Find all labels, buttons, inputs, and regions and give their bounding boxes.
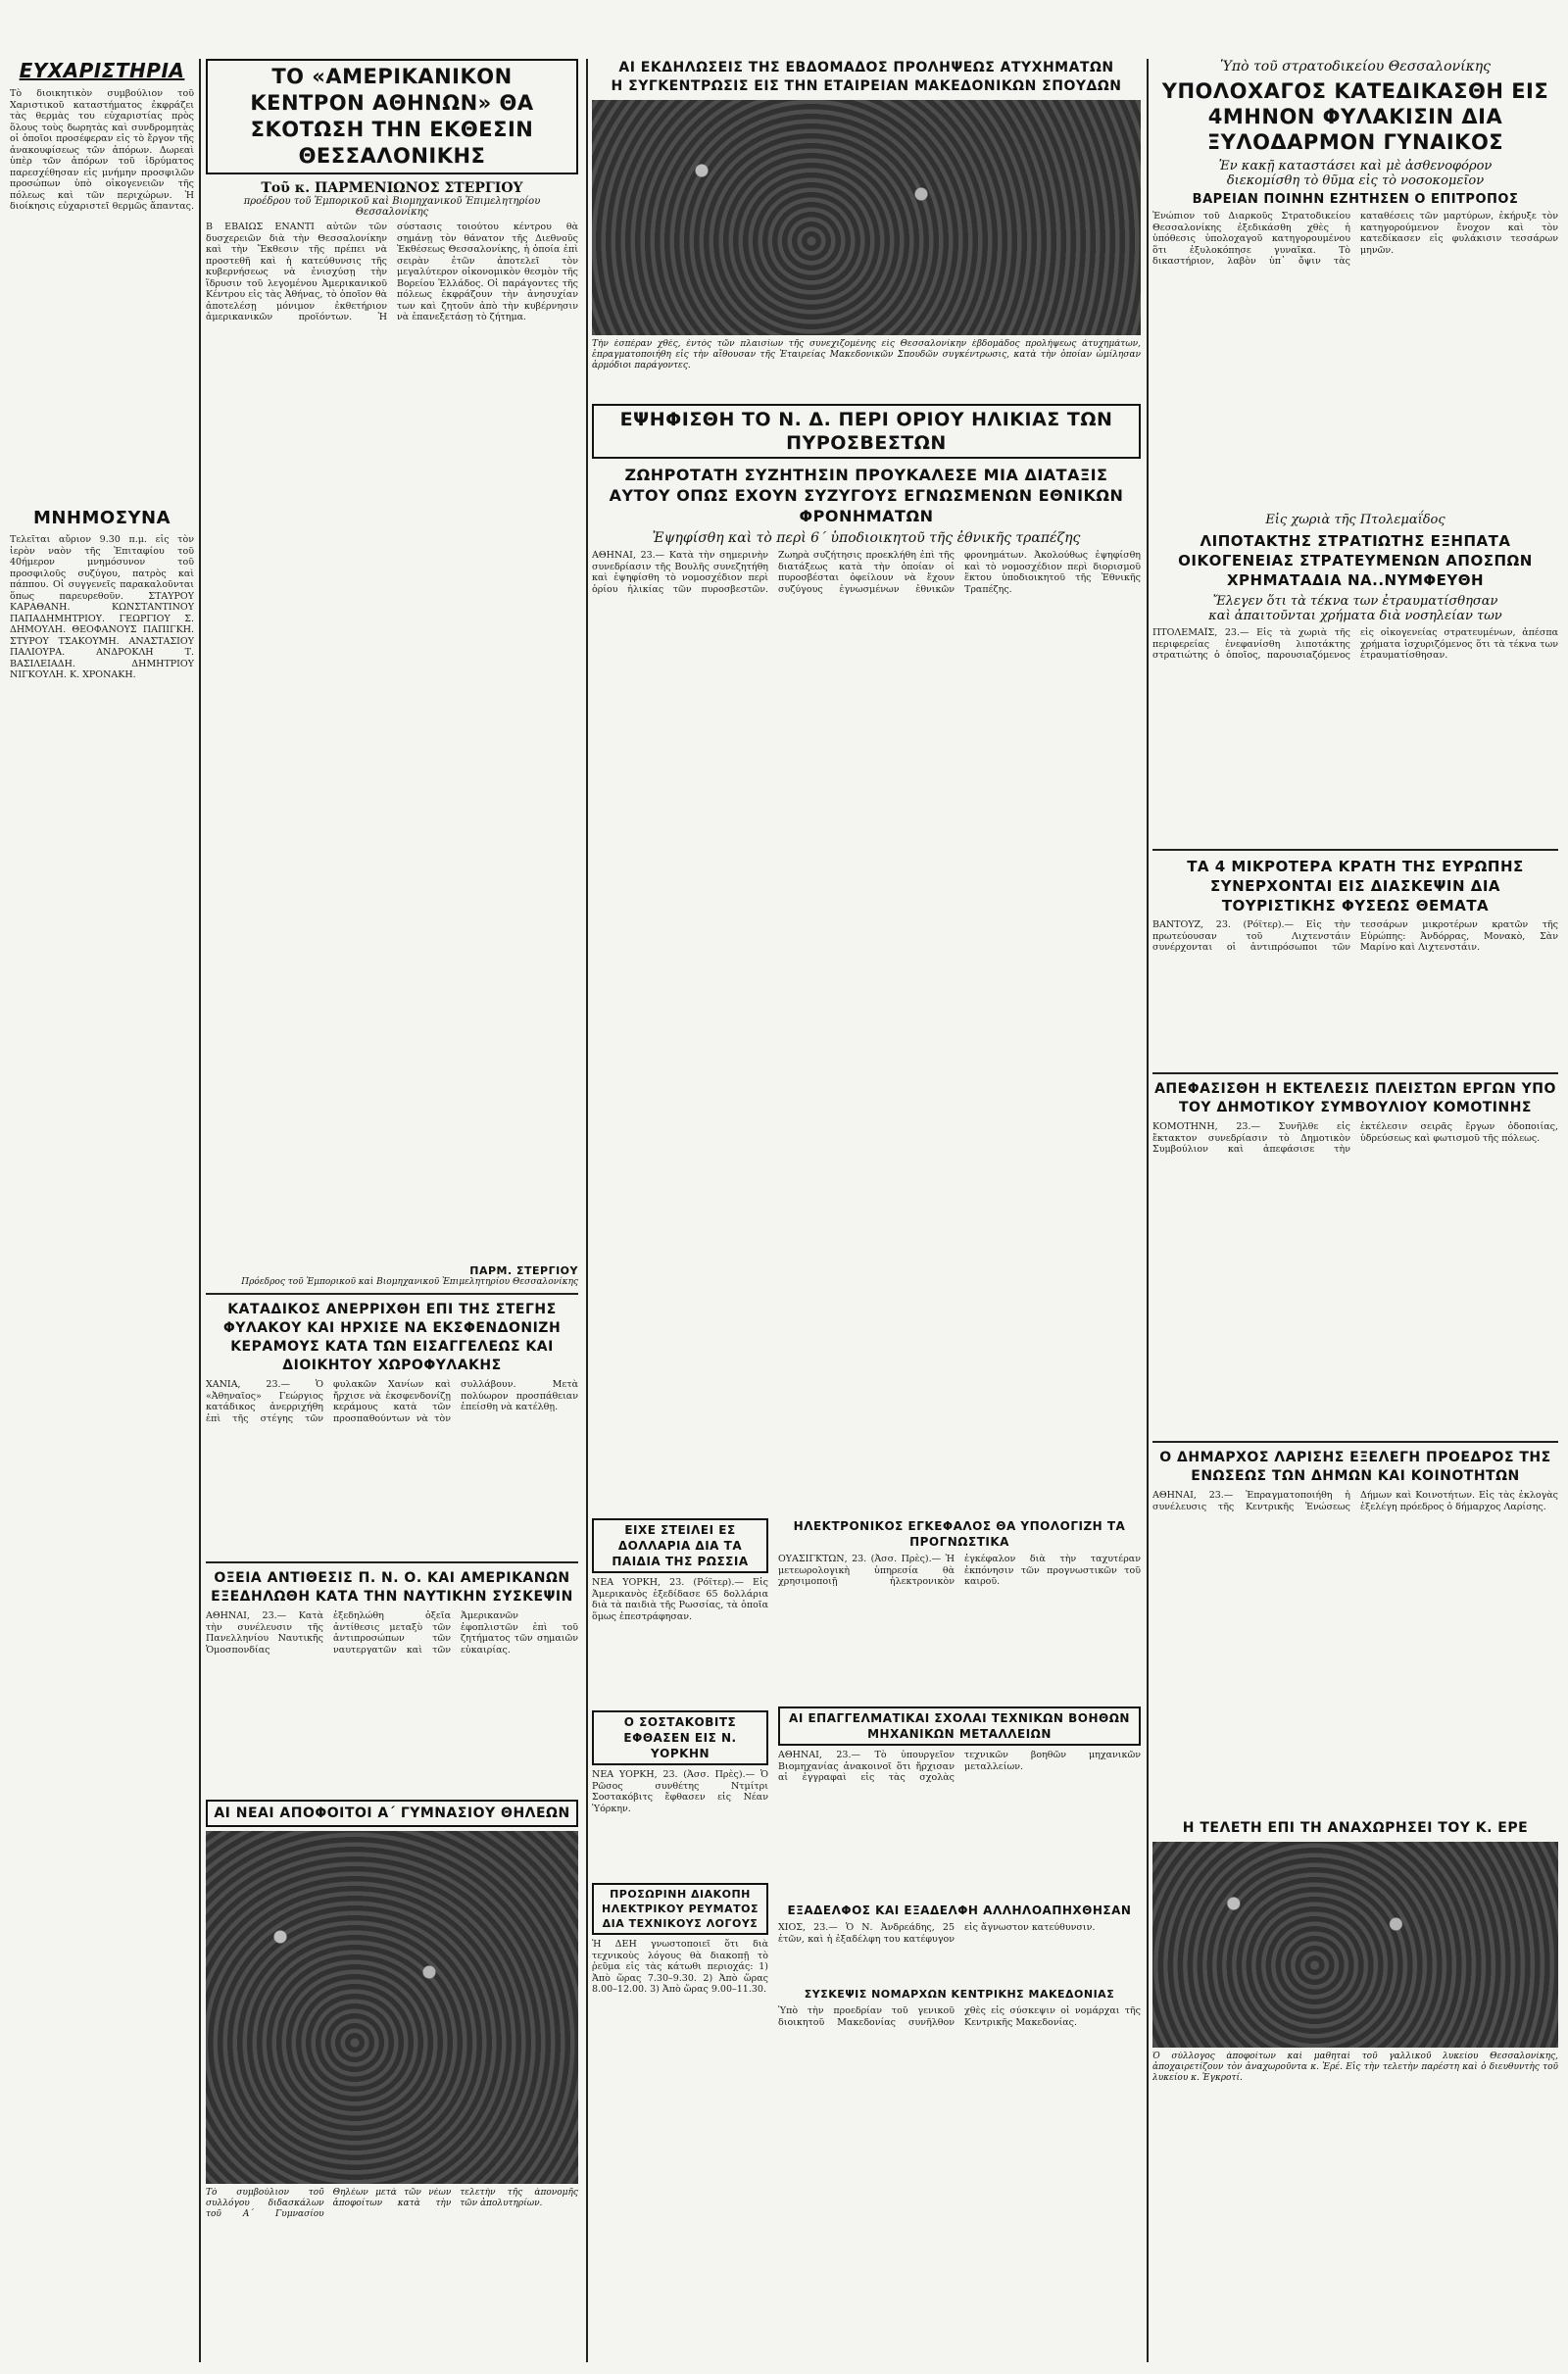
court-sub-2: διεκομίσθη τὸ θῦμα εἰς τὸ νοσοκομεῖον [1226, 173, 1485, 188]
column-notices [10, 59, 194, 2318]
shostakovich-title: Ο ΣΟΣΤΑΚΟΒΙΤΣ ΕΦΘΑΣΕΝ ΕΙΣ Ν. ΥΟΡΚΗΝ [592, 1710, 768, 1765]
column-firemen [592, 59, 1141, 2125]
cousins-title: ΕΞΑΔΕΛΦΟΣ ΚΑΙ ΕΞΑΔΕΛΦΗ ΑΛΛΗΛΟΑΠΗΧΘΗΣΑΝ [787, 1904, 1132, 1917]
court-headline: ΥΠΟΛΟΧΑΓΟΣ ΚΑΤΕΔΙΚΑΣΘΗ ΕΙΣ 4ΜΗΝΟΝ ΦΥΛΑΚΙΣΙΝ ΔΙΑ ΞΥΛΟΔΑΡΜΟΝ ΓΥΝΑΙΚΟΣ [1161, 79, 1549, 154]
byline-title: προέδρου τοῦ Ἐμπορικοῦ καὶ Βιομηχανικοῦ Ἐπιμελητηρίου Θεσσαλονίκης [243, 196, 541, 218]
memorial-body: Τελεῖται αὔριον 9.30 π.μ. εἰς τὸν ἱερὸν ναὸν τῆς Ἐπιταφίου τοῦ 40ήμερον μνημόσυνον τοῦ προσφιλοῦς συζύγου, πατρὸς καὶ πάππου. Οἱ συγγενεῖς παρακαλοῦνται ὅπως παρευρεθοῦν. ΣΤΑΥΡΟΥ ΚΑΡΑΘΑΝΗ. ΚΩΝΣΤΑΝΤΙΝΟΥ ΠΑΠΑΔΗΜΗΤΡΙΟΥ. ΓΕΩΡΓΙΟΥ Σ. ΔΗΜΟΥΛΗ. ΘΕΟΦΑΝΟΥΣ ΠΑΠΙΓΚΗ. ΣΤΥΡΟΥ ΤΣΑΚΟΥΜΗ. ΑΝΑΣΤΑΣΙΟΥ ΠΑΛΙΟΥΡΑ. ΑΝΔΡΟΚΛΗ Τ. ΒΑΣΙΛΕΙΑΔΗ. ΔΗΜΗΤΡΙΟΥ ΝΙΓΚΟΥΛΗ. Κ. ΧΡΟΝΑΚΗ. [10, 534, 194, 680]
thanks-body: Τὸ διοικητικὸν συμβούλιον τοῦ Χαριστικοῦ καταστήματος ἐκφράζει τὰς θερμὰς του εὐχαριστίας πρὸς ὅλους τοὺς δωρητὰς καὶ συνδρομητὰς οἱ ὁποῖοι προσέφεραν εἰς τὸ ἔργον τῆς ἀνακουφίσεως τῶν ἀπόρων. Δωρεαὶ ὑπὲρ τῶν ἀπόρων τοῦ ἱδρύματος παρεσχέθησαν εἰς μνήμην προσφιλῶν προσώπων ὑπὸ οἰκογενειῶν τῆς πόλεως καὶ τῶν περιχώρων. Ἡ διοίκησις εὐχαριστεῖ θερμῶς ἅπαντας. [10, 88, 194, 212]
american-center-body: Β ΕΒΑΙΩΣ ΕΝΑΝΤΙ αὐτῶν τῶν δυσχερειῶν διὰ τὴν Θεσσαλονίκην καὶ τὴν Ἔκθεσιν τῆς πρέπει νὰ προστεθῆ καὶ ἡ κατεύθυνσις τῆς κυβερνήσεως νὰ ἐνισχύσῃ τὴν ἵδρυσιν τοῦ λεγομένου Ἀμερικανικοῦ Κέντρου εἰς τὰς Ἀθήνας, τὸ ὁποῖον θὰ ἀποτελέσῃ μόνιμον ἐκθετήριον ἀμερικανικῶν προϊόντων. Ἡ σύστασις τοιούτου κέντρου θὰ σημάνῃ τὸν θάνατον τῆς Διεθνοῦς Ἐκθέσεως Θεσσαλονίκης, ἡ ὁποία ἐπὶ σειρὰν ἐτῶν ἀποτελεῖ τὸν μεγαλύτερον οἰκονομικὸν θεσμὸν τῆς Βορείου Ἑλλάδος. Οἱ παράγοντες τῆς πόλεως ἐκφράζουν τὴν ἀνησυχίαν των καὶ ζητοῦν ἀπὸ τὴν κυβέρνησιν νὰ ἐπανεξετάσῃ τὸ ζήτημα. [206, 222, 578, 322]
small-states-body: ΒΑΝΤΟΥΖ, 23. (Ρόϊτερ).— Εἰς τὴν πρωτεύουσαν τοῦ Λιχτενστάιν συνέρχονται οἱ ἀντιπρόσωποι τῶν τεσσάρων μικροτέρων κρατῶν τῆς Εὐρώπης: Ἀνδόρρας, Μονακὸ, Σὰν Μαρίνο καὶ Λιχτενστάιν. [1152, 919, 1558, 953]
schools-title: ΑΙ ΕΠΑΓΓΕΛΜΑΤΙΚΑΙ ΣΧΟΛΑΙ ΤΕΧΝΙΚΩΝ ΒΟΗΘΩΝ ΜΗΧΑΝΙΚΩΝ ΜΕΤΑΛΛΕΙΩΝ [778, 1706, 1141, 1746]
column-rule [586, 59, 588, 2362]
graduates-headline: ΑΙ ΝΕΑΙ ΑΠΟΦΟΙΤΟΙ Α΄ ΓΥΜΝΑΣΙΟΥ ΘΗΛΕΩΝ [206, 1800, 578, 1827]
schools-body: ΑΘΗΝΑΙ, 23.— Τὸ ὑπουργεῖον Βιομηχανίας ἀνακοινοῖ ὅτι ἤρχισαν αἱ ἐγγραφαὶ εἰς τὰς σχολὰς τεχνικῶν βοηθῶν μηχανικῶν μεταλλείων. [778, 1750, 1141, 1783]
signature-title: Πρόεδρος τοῦ Ἐμπορικοῦ καὶ Βιομηχανικοῦ Ἐπιμελητηρίου Θεσσαλονίκης [241, 1277, 578, 1287]
prisoner-headline: ΚΑΤΑΔΙΚΟΣ ΑΝΕΡΡΙΧΘΗ ΕΠΙ ΤΗΣ ΣΤΕΓΗΣ ΦΥΛΑΚΟΥ ΚΑΙ ΗΡΧΙΣΕ ΝΑ ΕΚΣΦΕΝΔΟΝΙΖΗ ΚΕΡΑΜΟΥΣ ΚΑΤΑ ΤΩΝ ΕΙΣΑΓΓΕΛΕΩΣ ΚΑΙ ΔΙΟΙΚΗΤΟΥ ΧΩΡΟΦΥΛΑΚΗΣ [222, 1302, 562, 1373]
prefects-title: ΣΥΣΚΕΨΙΣ ΝΟΜΑΡΧΩΝ ΚΕΝΤΡΙΚΗΣ ΜΑΚΕΔΟΝΙΑΣ [804, 1988, 1115, 2001]
dollars-box-title: ΕΙΧΕ ΣΤΕΙΛΕΙ ΕΣ ΔΟΛΛΑΡΙΑ ΔΙΑ ΤΑ ΠΑΙΔΙΑ ΤΗΣ ΡΩΣΣΙΑ [592, 1518, 768, 1573]
komotini-headline: ΑΠΕΦΑΣΙΣΘΗ Η ΕΚΤΕΛΕΣΙΣ ΠΛΕΙΣΤΩΝ ΕΡΓΩΝ ΥΠΟ ΤΟΥ ΔΗΜΟΤΙΚΟΥ ΣΥΜΒΟΥΛΙΟΥ ΚΟΜΟΤΙΝΗΣ [1154, 1081, 1556, 1115]
komotini-body: ΚΟΜΟΤΗΝΗ, 23.— Συνῆλθε εἰς ἔκτακτον συνεδρίασιν τὸ Δημοτικὸν Συμβούλιον καὶ ἀπεφάσισε τὴν ἐκτέλεσιν σειρᾶς ἔργων ὁδοποιίας, ὑδρεύσεως καὶ φωτισμοῦ τῆς πόλεως. [1152, 1121, 1558, 1155]
ceremony-photo [1152, 1842, 1558, 2048]
electronic-brain-body: ΟΥΑΣΙΓΚΤΩΝ, 23. (Ἀσσ. Πρὲς).— Ἡ μετεωρολογικὴ ὑπηρεσία θὰ χρησιμοποιῇ ἠλεκτρονικὸν ἐγκέφαλον διὰ τὴν ταχυτέραν ἐκπόνησιν τῶν προγνωστικῶν τοῦ καιροῦ. [778, 1554, 1141, 1587]
court-kicker: Ὑπὸ τοῦ στρατοδικείου Θεσσαλονίκης [1219, 59, 1492, 74]
shostakovich-body: ΝΕΑ ΥΟΡΚΗ, 23. (Ἀσσ. Πρὲς).— Ὁ Ρῶσος συνθέτης Ντμίτρι Σοστακόβιτς ἔφθασεν εἰς Νέαν Ὑόρκην. [592, 1769, 768, 1814]
power-cut-body: Ἡ ΔΕΗ γνωστοποιεῖ ὅτι διὰ τεχνικοὺς λόγους θὰ διακοπῇ τὸ ῥεῦμα εἰς τὰς κάτωθι περιοχάς: 1) Ἀπὸ ὥρας 7.30–9.30. 2) Ἀπὸ ὥρας 8.00–12.00. 3) Ἀπὸ ὥρας 9.00–11.30. [592, 1939, 768, 1995]
small-states-headline: ΤΑ 4 ΜΙΚΡΟΤΕΡΑ ΚΡΑΤΗ ΤΗΣ ΕΥΡΩΠΗΣ ΣΥΝΕΡΧΟΝΤΑΙ ΕΙΣ ΔΙΑΣΚΕΨΙΝ ΔΙΑ ΤΟΥΡΙΣΤΙΚΗΣ ΦΥΣΕΩΣ ΘΕΜΑΤΑ [1187, 858, 1524, 915]
accidents-week-headline: ΑΙ ΕΚΔΗΛΩΣΕΙΣ ΤΗΣ ΕΒΔΟΜΑΔΟΣ ΠΡΟΛΗΨΕΩΣ ΑΤΥΧΗΜΑΤΩΝ [618, 60, 1114, 75]
deserter-kicker: Εἰς χωριὰ τῆς Πτολεμαΐδος [1265, 513, 1446, 527]
larisa-mayor-headline: Ο ΔΗΜΑΡΧΟΣ ΛΑΡΙΣΗΣ ΕΞΕΛΕΓΗ ΠΡΟΕΔΡΟΣ ΤΗΣ ΕΝΩΣΕΩΣ ΤΩΝ ΔΗΜΩΝ ΚΑΙ ΚΟΙΝΟΤΗΤΩΝ [1159, 1450, 1551, 1484]
electronic-brain-title: ΗΛΕΚΤΡΟΝΙΚΟΣ ΕΓΚΕΦΑΛΟΣ ΘΑ ΥΠΟΛΟΓΙΖΗ ΤΑ ΠΡΟΓΝΩΣΤΙΚΑ [793, 1519, 1126, 1549]
american-center-headline: ΤΟ «ΑΜΕΡΙΚΑΝΙΚΟΝ ΚΕΝΤΡΟΝ ΑΘΗΝΩΝ» ΘΑ ΣΚΟΤΩΣΗ ΤΗΝ ΕΚΘΕΣΙΝ ΘΕΣΣΑΛΟΝΙΚΗΣ [206, 59, 578, 174]
section-rule [206, 1293, 578, 1295]
cousins-body: ΧΙΟΣ, 23.— Ὁ Ν. Ἀνδρεάδης, 25 ἐτῶν, καὶ ἡ ἐξαδέλφη του κατέφυγον εἰς ἄγνωστον κατεύθυνσιν. [778, 1922, 1096, 1945]
thanks-title: ΕΥΧΑΡΙΣΤΗΡΙΑ [19, 59, 185, 82]
column-court [1152, 59, 1558, 2101]
dollars-box-body: ΝΕΑ ΥΟΡΚΗ, 23. (Ρόϊτερ).— Εἷς Ἀμερικανὸς ἐξεδίδασε 65 δολλάρια διὰ τὰ παιδιὰ τῆς Ρωσσίας, τὰ ὁποῖα ὅμως ἐπεστράφησαν. [592, 1577, 768, 1622]
graduates-caption: Τὸ συμβούλιον τοῦ συλλόγου διδασκάλων τοῦ Α΄ Γυμνασίου Θηλέων μετὰ τῶν νέων ἀποφοίτων κατὰ τὴν τελετὴν τῆς ἀπονομῆς τῶν ἀπολυτηρίων. [206, 2188, 578, 2219]
firemen-headline: ΕΨΗΦΙΣΘΗ ΤΟ Ν. Δ. ΠΕΡΙ ΟΡΙΟΥ ΗΛΙΚΙΑΣ ΤΩΝ ΠΥΡΟΣΒΕΣΤΩΝ [592, 404, 1141, 459]
prisoner-body: ΧΑΝΙΑ, 23.— Ὁ «Ἀθηναῖος» Γεώργιος κατάδικος ἀνερριχήθη ἐπὶ τῆς στέγης τῶν φυλακῶν Χανίων καὶ ἤρχισε νὰ ἐκσφενδονίζῃ κεράμους κατὰ τῶν προσπαθούντων νὰ τὸν συλλάβουν. Μετὰ πολύωρον προσπάθειαν ἐπείσθη νὰ κατέλθῃ. [206, 1379, 578, 1424]
section-rule [206, 1561, 578, 1563]
court-sub-3: ΒΑΡΕΙΑΝ ΠΟΙΝΗΝ ΕΖΗΤΗΣΕΝ Ο ΕΠΙΤΡΟΠΟΣ [1192, 192, 1519, 207]
power-cut-title: ΠΡΟΣΩΡΙΝΗ ΔΙΑΚΟΠΗ ΗΛΕΚΤΡΙΚΟΥ ΡΕΥΜΑΤΟΣ ΔΙΑ ΤΕΧΝΙΚΟΥΣ ΛΟΓΟΥΣ [592, 1883, 768, 1935]
bank-subhead: Ἐψηφίσθη καὶ τὸ περὶ 6΄ ὑποδιοικητοῦ τῆς ἐθνικῆς τραπέζης [652, 530, 1081, 546]
macedonian-studies-headline: Η ΣΥΓΚΕΝΤΡΩΣΙΣ ΕΙΣ ΤΗΝ ΕΤΑΙΡΕΙΑΝ ΜΑΚΕΔΟΝΙΚΩΝ ΣΠΟΥΔΩΝ [611, 78, 1122, 94]
deserter-body: ΠΤΟΛΕΜΑΪΣ, 23.— Εἰς τὰ χωριὰ τῆς περιφερείας ἐνεφανίσθη λιποτάκτης στρατιώτης ὁ ὁποῖος, παρουσιαζόμενος εἰς οἰκογενείας στρατευμένων, ἀπέσπα χρήματα ἰσχυριζόμενος ὅτι τὰ τέκνα των ἐτραυματίσθησαν. [1152, 627, 1558, 661]
assembly-photo [592, 100, 1141, 335]
section-rule [1152, 849, 1558, 851]
court-sub-1: Ἐν κακῇ καταστάσει καὶ μὲ ἀσθενοφόρον [1218, 159, 1493, 173]
column-rule [1147, 59, 1149, 2362]
assembly-caption: Τὴν ἑσπέραν χθές, ἐντὸς τῶν πλαισίων τῆς συνεχιζομένης εἰς Θεσσαλονίκην ἑβδομάδος προλήψεως ἀτυχημάτων, ἐπραγματοποιήθη εἰς τὴν αἴθουσαν τῆς Ἑταιρείας Μακεδονικῶν Σπουδῶν συγκέντρωσις, κατὰ τὴν ὁποίαν ὡμίλησαν ἁρμόδιοι παράγοντες. [592, 339, 1141, 371]
column-american-center [206, 59, 578, 2305]
firemen-body: ΑΘΗΝΑΙ, 23.— Κατὰ τὴν σημερινὴν συνεδρίασιν τῆς Βουλῆς συνεζητήθη καὶ ἐψηφίσθη τὸ νομοσχέδιον περὶ ὁρίου ἡλικίας τῶν πυροσβεστῶν. Ζωηρὰ συζήτησις προεκλήθη ἐπὶ τῆς διατάξεως κατὰ τὴν ὁποίαν οἱ πυροσβέσται ὀφείλουν νὰ ἔχουν συζύγους ἐγνωσμένων ἐθνικῶν φρονημάτων. Ἀκολούθως ἐψηφίσθη καὶ τὸ νομοσχέδιον περὶ διορισμοῦ ἕκτου ὑποδιοικητοῦ τῆς Ἐθνικῆς Τραπέζης. [592, 550, 1141, 595]
naval-headline: ΟΞΕΙΑ ΑΝΤΙΘΕΣΙΣ Π. Ν. Ο. ΚΑΙ ΑΜΕΡΙΚΑΝΩΝ ΕΞΕΔΗΛΩΘΗ ΚΑΤΑ ΤΗΝ ΝΑΥΤΙΚΗΝ ΣΥΣΚΕΨΙΝ [211, 1570, 573, 1605]
deserter-headline: ΛΙΠΟΤΑΚΤΗΣ ΣΤΡΑΤΙΩΤΗΣ ΕΞΗΠΑΤΑ ΟΙΚΟΓΕΝΕΙΑΣ ΣΤΡΑΤΕΥΜΕΝΩΝ ΑΠΟΣΠΩΝ ΧΡΗΜΑΤΑΔΙΑ ΝΑ..ΝΥΜΦΕΥΘΗ [1178, 532, 1533, 589]
naval-body: ΑΘΗΝΑΙ, 23.— Κατὰ τὴν συνέλευσιν τῆς Πανελληνίου Ναυτικῆς Ὁμοσπονδίας ἐξεδηλώθη ὀξεῖα ἀντίθεσις μεταξὺ τῶν ἀντιπροσώπων τῶν ναυτεργατῶν καὶ τῶν Ἀμερικανῶν ἐφοπλιστῶν ἐπὶ τοῦ ζητήματος τῶν σημαιῶν εὐκαιρίας. [206, 1610, 578, 1656]
section-rule [1152, 1441, 1558, 1443]
memorial-title: ΜΝΗΜΟΣΥΝΑ [32, 508, 172, 528]
court-body: Ἐνώπιον τοῦ Διαρκοῦς Στρατοδικείου Θεσσαλονίκης ἐξεδικάσθη χθὲς ἡ ὑπόθεσις ὑπολοχαγοῦ κατηγορουμένου ὅτι ἐξυλοκόπησε γυναῖκα. Τὸ δικαστήριον, λαβὸν ὑπ᾽ ὄψιν τὰς καταθέσεις τῶν μαρτύρων, ἐκήρυξε τὸν κατηγορούμενον ἔνοχον καὶ τὸν κατεδίκασεν εἰς φυλάκισιν τεσσάρων μηνῶν. [1152, 211, 1558, 267]
ceremony-caption: Ὁ σύλλογος ἀποφοίτων καὶ μαθηταὶ τοῦ γαλλικοῦ λυκείου Θεσσαλονίκης, ἀποχαιρετίζουν τὸν ἀναχωροῦντα κ. Ἐρέ. Εἰς τὴν τελετὴν παρέστη καὶ ὁ διευθυντὴς τοῦ λυκείου κ. Ἐγκροτί. [1152, 2052, 1558, 2083]
column-rule [199, 59, 201, 2362]
signature: ΠΑΡΜ. ΣΤΕΡΓΙΟΥ [469, 1264, 578, 1277]
larisa-mayor-body: ΑΘΗΝΑΙ, 23.— Ἐπραγματοποιήθη ἡ συνέλευσις τῆς Κεντρικῆς Ἑνώσεως Δήμων καὶ Κοινοτήτων. Εἰς τὰς ἐκλογὰς ἐξελέγη πρόεδρος ὁ δήμαρχος Λαρίσης. [1152, 1490, 1558, 1512]
section-rule [1152, 1072, 1558, 1074]
deserter-sub-2: καὶ ἀπαιτοῦνται χρήματα διὰ νοσηλείαν των [1208, 609, 1502, 623]
firemen-subheadline: ΖΩΗΡΟΤΑΤΗ ΣΥΖΗΤΗΣΙΝ ΠΡΟΥΚΑΛΕΣΕ ΜΙΑ ΔΙΑΤΑΞΙΣ ΑΥΤΟΥ ΟΠΩΣ ΕΧΟΥΝ ΣΥΖΥΓΟΥΣ ΕΓΝΩΣΜΕΝΩΝ ΕΘΝΙΚΩΝ ΦΡΟΝΗΜΑΤΩΝ [609, 466, 1124, 525]
graduates-photo [206, 1831, 578, 2184]
byline: Τοῦ κ. ΠΑΡΜΕΝΙΩΝΟΣ ΣΤΕΡΓΙΟΥ [261, 180, 523, 196]
deserter-sub-1: Ἔλεγεν ὅτι τὰ τέκνα των ἐτραυματίσθησαν [1212, 594, 1498, 609]
prefects-body: Ὑπὸ τὴν προεδρίαν τοῦ γενικοῦ διοικητοῦ Μακεδονίας συνῆλθον χθὲς εἰς σύσκεψιν οἱ νομάρχαι τῆς Κεντρικῆς Μακεδονίας. [778, 2005, 1141, 2028]
ceremony-headline: Η ΤΕΛΕΤΗ ΕΠΙ ΤΗ ΑΝΑΧΩΡΗΣΕΙ ΤΟΥ Κ. ΕΡΕ [1182, 1820, 1529, 1836]
